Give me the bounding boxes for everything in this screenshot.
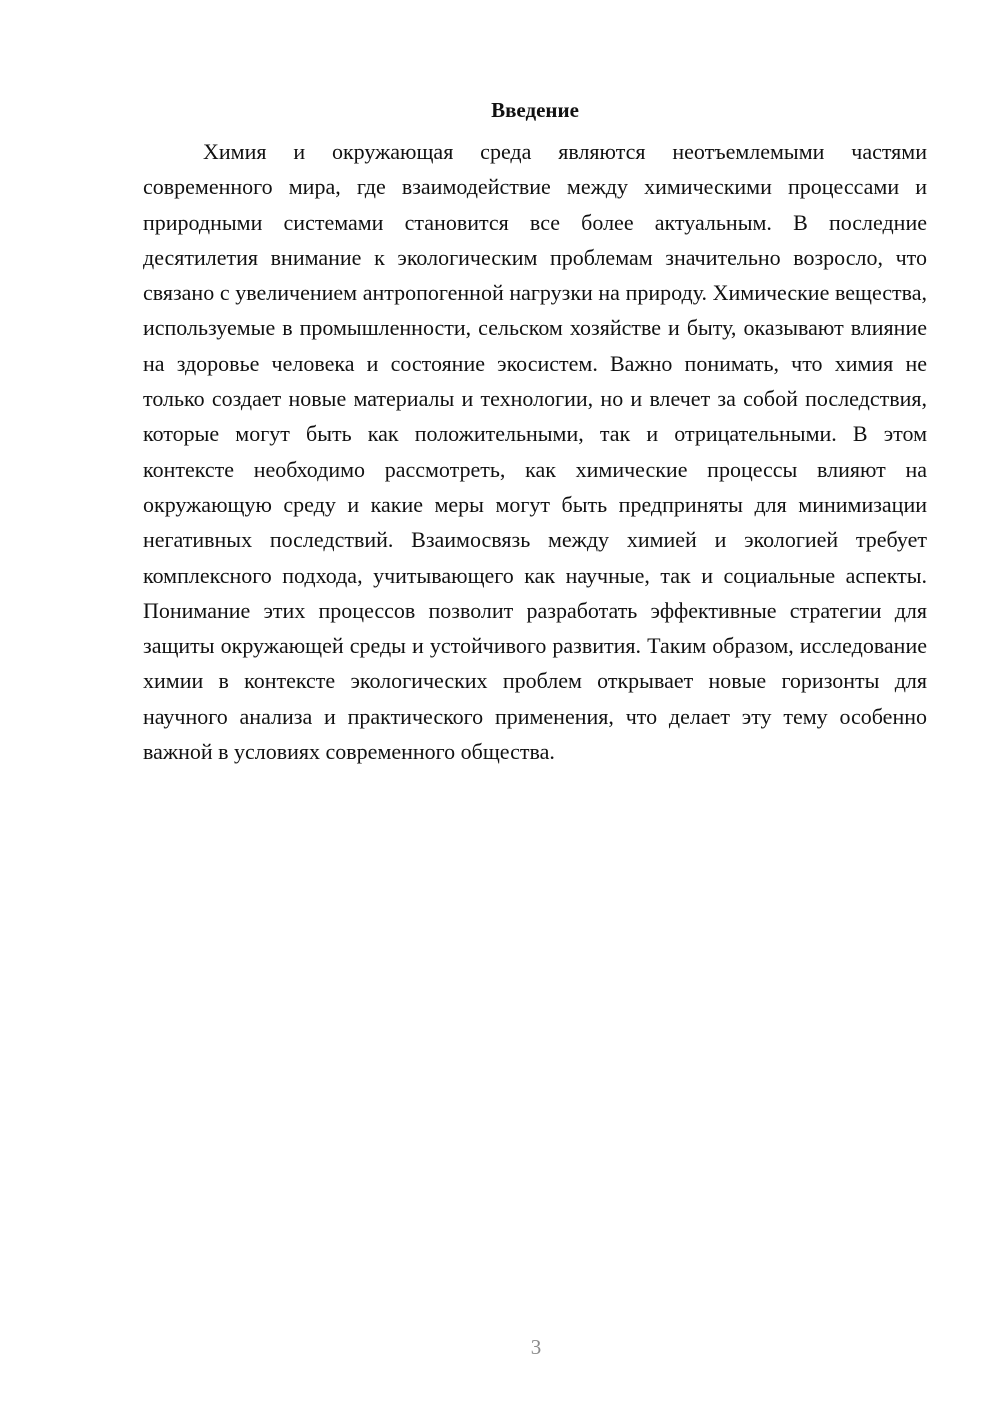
body-paragraph: Химия и окружающая среда являются неотъемлемыми частями современного мира, где взаимодействие между химическими процессами и природными системами становится все более актуальным. В последние десятилетия внимание к экологическим проблемам значительно возросло, что связано с увеличением антропогенной нагрузки на природу. Химические вещества, используемые в промышленности, сельском хозяйстве и быту, оказывают влияние на здоровье человека и состояние экосистем. Важно понимать, что химия не только создает новые материалы и технологии, но и влечет за собой последствия, которые могут быть как положительными, так и отрицательными. В этом контексте необходимо рассмотреть, как химические процессы влияют на окружающую среду и какие меры могут быть предприняты для минимизации негативных последствий. Взаимосвязь между химией и экологией требует комплексного подхода, учитывающего как научные, так и социальные аспекты. Понимание этих процессов позволит разработать эффективные стратегии для защиты окружающей среды и устойчивого развития. Таким образом, исследование химии в контексте экологических проблем открывает новые горизонты для научного анализа и практического применения, что делает эту тему особенно важной в условиях современного общества. <box>143 139 927 765</box>
page-content <box>143 94 927 769</box>
page-number: 3 <box>530 1335 542 1359</box>
section-heading: Введение <box>491 98 579 122</box>
